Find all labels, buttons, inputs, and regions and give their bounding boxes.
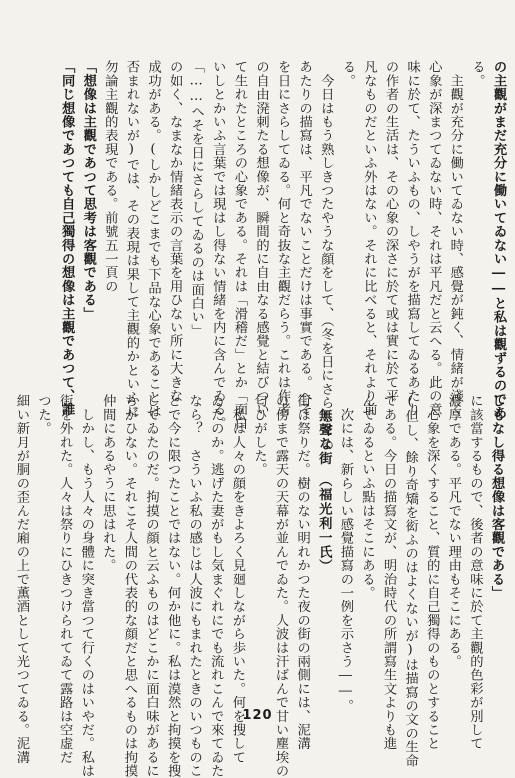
lower-text-line: 私は人々の顔をきよろく見廻しながら歩いた。何を搜して: [229, 394, 245, 764]
lower-text-line: ゐたのか。逃げた妻がもし気まぐれにでも流れこんで來てゐた: [208, 394, 224, 778]
lower-text-line: 濃厚である。平凡でない理由もそこにある。: [445, 394, 461, 668]
upper-text-line: の自由溌刺たる想像が、瞬間的に自由なる感覺と結びつい: [253, 60, 269, 417]
lower-text-line: しかし、もう人々の身體に突き當つて行くのはいやだ。私は: [78, 394, 94, 778]
upper-text-line: 否まれないが)では、その表現は果して主觀的かといふに: [123, 60, 139, 418]
upper-text-line: を日にさらしてゐる。何と奇抜な主觀だらう。これは作者: [275, 60, 291, 417]
lower-text-line: してゐたのだ。拘摸の顔と云ふものはどこかに面白味があるに: [143, 394, 159, 778]
lower-text-line: ちがひない。それこそ人間の代表的な顔だと思へるものは拘摸: [121, 394, 137, 778]
upper-text-line: 味に於て、たういふもの、しやうがを描寫してゐるあたり: [404, 60, 420, 417]
upper-text-line: る。: [469, 60, 485, 88]
upper-text-line: 成功がある。(しかしどこまでも下品な心象であることは: [145, 60, 161, 418]
upper-text-line: る。: [339, 60, 355, 88]
lower-text-line: つた。: [35, 394, 51, 436]
lower-text-line: 街は祭りだ。樹のない明れかつた夜の街の兩側には、泥溝: [294, 394, 310, 751]
lower-text-line: に該當するもので、後者の意味に於て主觀的色彩が別して: [467, 394, 483, 751]
lower-text-line: 無聲な街 （福光利一氏）: [316, 394, 332, 574]
upper-text-line: 「同じ想像であつても自己獨得の想像は主觀であつて、誰: [59, 60, 75, 417]
lower-text-line: とで今に限つたことではない。何か他に。私は漠然と拘摸を搜: [165, 394, 181, 778]
upper-text-line: て生れたところの心象である。それは「滑稽だ」とか「面白: [231, 60, 247, 430]
upper-text-line: 勿論主觀的表現である。前號五一頁の: [102, 60, 118, 293]
upper-text-line: あたりの描寫は、平凡でないことだけは事實である。へそ: [296, 60, 312, 417]
upper-text-line: 今日はもう熟しきつたやうな顔をして、（冬を日にさらしてゐ: [318, 60, 334, 451]
lower-text-line: んでゐるといふ點はそこにある。: [359, 394, 375, 600]
lower-text-line: 匂ひがした。: [251, 394, 267, 477]
lower-text-line: 街を外れた。人々は祭りにひきつけられてゐて露路は空虚だ: [57, 394, 73, 764]
lower-text-line: 次には、新らしい感覺描寫の一例を示さう――。: [337, 394, 353, 713]
upper-text-line: の作者の生活は、その心象の深さに於て或は實に於て平: [383, 60, 399, 403]
lower-text-line: の傍まで露天の天幕が並んでゐた。人波は汗ばんで甘い塵埃の: [273, 394, 289, 778]
upper-text-line: いしとかいふ言葉では現はし得ない情緒を内に含んでゐる。: [210, 60, 226, 430]
upper-text-line: の如く、なまなか情緒表示の言葉を用ひない所に大きな: [167, 60, 183, 403]
upper-text-line: 主觀が充分に働いてゐない時、感覺が鈍く、情緒が淺く: [447, 60, 463, 417]
page-number: 120: [242, 708, 273, 723]
upper-text-line: 「……へそを日にさらしてゐるのは面白い」: [188, 60, 204, 338]
upper-text-line: の主觀がまだ充分に働いてゐない――と私は觀ずるのであ: [491, 60, 506, 420]
lower-text-line: なら？ さういふ私の感じは人波にもまれたときのいつものこ: [186, 394, 202, 778]
lower-text-line: しもなし得る想像は客觀である」: [489, 394, 504, 600]
upper-text-line: 凡なものだといふ外はない。それに比べると、それより前: [361, 60, 377, 417]
lower-text-line: 心象を深くすること、質的に自己獨得のものとすること: [424, 394, 440, 751]
upper-text-line: 「想像は主觀であつて思考は客觀である」: [80, 60, 96, 321]
lower-text-line: (但し、餘り奇矯を衒ふのはよくないが)は描寫の文の生命: [402, 394, 418, 768]
upper-text-line: 心象が深まつてゐない時、それは平凡だと云へる。此の意: [426, 60, 442, 417]
lower-text-line: 細い新月が胴の歪んだ廂の上で薫酒として光つてゐる。泥溝: [13, 394, 29, 764]
lower-text-line: 仲間にあるやうに思はれた。: [100, 394, 116, 573]
lower-text-line: である。今日の描寫文が、明治時代の所謂寫生文よりも進: [381, 394, 397, 751]
